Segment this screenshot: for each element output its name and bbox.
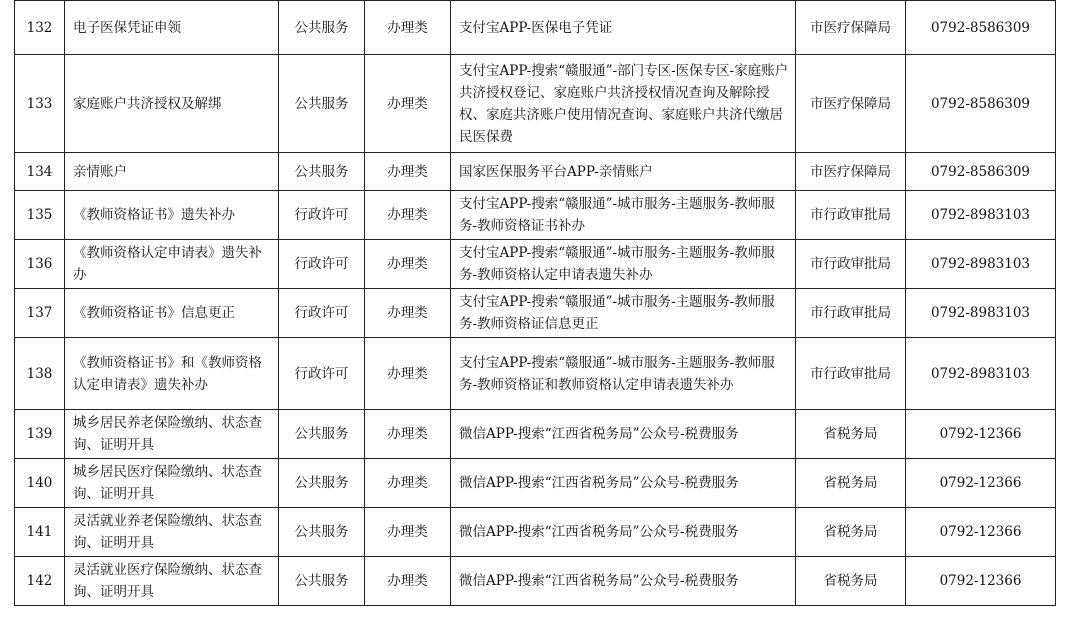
- handling-channel: 国家医保服务平台APP-亲情账户: [451, 153, 796, 191]
- row-number: 138: [15, 338, 65, 410]
- item-type: 办理类: [365, 240, 451, 289]
- item-type: 办理类: [365, 289, 451, 338]
- responsible-department: 市医疗保障局: [796, 55, 906, 153]
- item-type: 办理类: [365, 191, 451, 240]
- item-category: 公共服务: [279, 55, 365, 153]
- item-type: 办理类: [365, 153, 451, 191]
- item-name: 电子医保凭证申领: [65, 1, 279, 55]
- item-category: 行政许可: [279, 289, 365, 338]
- responsible-department: 省税务局: [796, 508, 906, 557]
- responsible-department: 省税务局: [796, 557, 906, 606]
- row-number: 133: [15, 55, 65, 153]
- contact-phone: 0792-8586309: [906, 1, 1056, 55]
- row-number: 142: [15, 557, 65, 606]
- item-category: 行政许可: [279, 240, 365, 289]
- contact-phone: 0792-8983103: [906, 289, 1056, 338]
- item-type: 办理类: [365, 557, 451, 606]
- contact-phone: 0792-12366: [906, 557, 1056, 606]
- responsible-department: 市行政审批局: [796, 338, 906, 410]
- row-number: 139: [15, 410, 65, 459]
- row-number: 137: [15, 289, 65, 338]
- responsible-department: 市行政审批局: [796, 289, 906, 338]
- item-name: 灵活就业养老保险缴纳、状态查询、证明开具: [65, 508, 279, 557]
- table-row: [15, 289, 1056, 338]
- row-number: 141: [15, 508, 65, 557]
- row-number: 140: [15, 459, 65, 508]
- table-row: [15, 153, 1056, 191]
- item-category: 公共服务: [279, 153, 365, 191]
- responsible-department: 市行政审批局: [796, 191, 906, 240]
- item-type: 办理类: [365, 55, 451, 153]
- handling-channel: 支付宝APP-搜索“赣服通”-城市服务-主题服务-教师服务-教师资格证书补办: [451, 191, 796, 240]
- item-category: 行政许可: [279, 338, 365, 410]
- handling-channel: 支付宝APP-搜索“赣服通”-城市服务-主题服务-教师服务-教师资格认定申请表遗失补办: [451, 240, 796, 289]
- item-name: 灵活就业医疗保险缴纳、状态查询、证明开具: [65, 557, 279, 606]
- row-number: 136: [15, 240, 65, 289]
- item-type: 办理类: [365, 338, 451, 410]
- contact-phone: 0792-12366: [906, 410, 1056, 459]
- responsible-department: 省税务局: [796, 410, 906, 459]
- contact-phone: 0792-12366: [906, 508, 1056, 557]
- item-category: 公共服务: [279, 1, 365, 55]
- item-category: 行政许可: [279, 191, 365, 240]
- row-number: 134: [15, 153, 65, 191]
- contact-phone: 0792-8983103: [906, 338, 1056, 410]
- responsible-department: 市医疗保障局: [796, 153, 906, 191]
- item-name: 城乡居民养老保险缴纳、状态查询、证明开具: [65, 410, 279, 459]
- item-category: 公共服务: [279, 508, 365, 557]
- item-type: 办理类: [365, 508, 451, 557]
- handling-channel: 微信APP-搜索“江西省税务局”公众号-税费服务: [451, 557, 796, 606]
- item-type: 办理类: [365, 459, 451, 508]
- item-name: 家庭账户共济授权及解绑: [65, 55, 279, 153]
- item-category: 公共服务: [279, 459, 365, 508]
- item-category: 公共服务: [279, 410, 365, 459]
- item-name: 《教师资格认定申请表》遗失补办: [65, 240, 279, 289]
- item-type: 办理类: [365, 410, 451, 459]
- handling-channel: 微信APP-搜索“江西省税务局”公众号-税费服务: [451, 459, 796, 508]
- item-name: 亲情账户: [65, 153, 279, 191]
- table-row: [15, 191, 1056, 240]
- table-row: [15, 1, 1056, 55]
- responsible-department: 市行政审批局: [796, 240, 906, 289]
- item-name: 《教师资格证书》遗失补办: [65, 191, 279, 240]
- handling-channel: 微信APP-搜索“江西省税务局”公众号-税费服务: [451, 508, 796, 557]
- responsible-department: 市医疗保障局: [796, 1, 906, 55]
- table-row: [15, 410, 1056, 459]
- table-row: [15, 240, 1056, 289]
- contact-phone: 0792-8983103: [906, 191, 1056, 240]
- item-category: 公共服务: [279, 557, 365, 606]
- table-row: [15, 508, 1056, 557]
- table-row: [15, 557, 1056, 606]
- handling-channel: 支付宝APP-医保电子凭证: [451, 1, 796, 55]
- handling-channel: 微信APP-搜索“江西省税务局”公众号-税费服务: [451, 410, 796, 459]
- row-number: 132: [15, 1, 65, 55]
- contact-phone: 0792-8983103: [906, 240, 1056, 289]
- item-name: 《教师资格证书》和《教师资格认定申请表》遗失补办: [65, 338, 279, 410]
- table-row: [15, 338, 1056, 410]
- item-name: 《教师资格证书》信息更正: [65, 289, 279, 338]
- contact-phone: 0792-12366: [906, 459, 1056, 508]
- item-type: 办理类: [365, 1, 451, 55]
- row-number: 135: [15, 191, 65, 240]
- table-row: [15, 459, 1056, 508]
- handling-channel: 支付宝APP-搜索“赣服通”-城市服务-主题服务-教师服务-教师资格证和教师资格认定申请表遗失补办: [451, 338, 796, 410]
- contact-phone: 0792-8586309: [906, 153, 1056, 191]
- service-table: [14, 0, 1056, 606]
- item-name: 城乡居民医疗保险缴纳、状态查询、证明开具: [65, 459, 279, 508]
- table-row: [15, 55, 1056, 153]
- contact-phone: 0792-8586309: [906, 55, 1056, 153]
- responsible-department: 省税务局: [796, 459, 906, 508]
- handling-channel: 支付宝APP-搜索“赣服通”-部门专区-医保专区-家庭账户共济授权登记、家庭账户共济授权情况查询及解除授权、家庭共济账户使用情况查询、家庭账户共济代缴居民医保费: [451, 55, 796, 153]
- handling-channel: 支付宝APP-搜索“赣服通”-城市服务-主题服务-教师服务-教师资格证信息更正: [451, 289, 796, 338]
